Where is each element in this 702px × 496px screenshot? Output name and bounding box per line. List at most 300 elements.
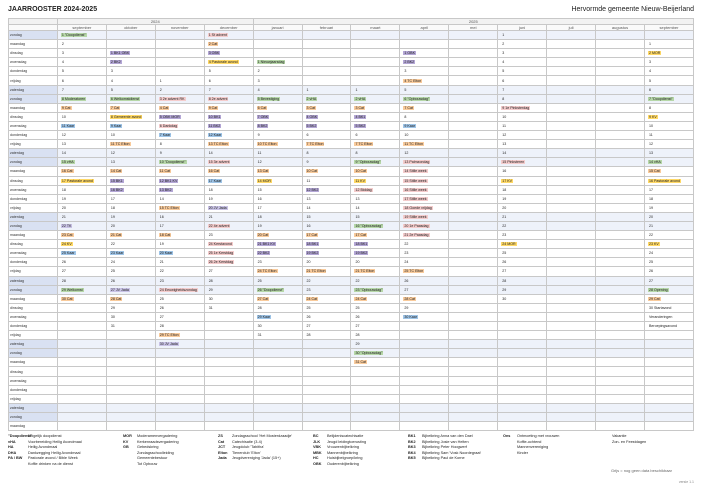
- day-cell[interactable]: [302, 276, 351, 285]
- day-cell[interactable]: [351, 131, 400, 140]
- day-cell[interactable]: [302, 58, 351, 67]
- day-cell[interactable]: [644, 285, 693, 294]
- day-cell[interactable]: [498, 403, 547, 412]
- day-cell[interactable]: [498, 203, 547, 212]
- day-cell[interactable]: [253, 221, 302, 230]
- day-cell[interactable]: [351, 221, 400, 230]
- day-cell[interactable]: [351, 294, 400, 303]
- day-cell[interactable]: [498, 349, 547, 358]
- day-cell[interactable]: [449, 267, 498, 276]
- day-cell[interactable]: [155, 349, 204, 358]
- day-cell[interactable]: [596, 240, 645, 249]
- day-cell[interactable]: [351, 249, 400, 258]
- day-cell[interactable]: [644, 85, 693, 94]
- day-cell[interactable]: [498, 31, 547, 40]
- day-cell[interactable]: [57, 412, 106, 421]
- day-cell[interactable]: [547, 394, 596, 403]
- day-cell[interactable]: [155, 167, 204, 176]
- day-cell[interactable]: [400, 303, 449, 312]
- day-cell[interactable]: [547, 385, 596, 394]
- day-cell[interactable]: [204, 212, 253, 221]
- day-cell[interactable]: [449, 131, 498, 140]
- day-cell[interactable]: [644, 340, 693, 349]
- day-cell[interactable]: [302, 403, 351, 412]
- day-cell[interactable]: [644, 158, 693, 167]
- day-cell[interactable]: [351, 231, 400, 240]
- day-cell[interactable]: [400, 267, 449, 276]
- day-cell[interactable]: [400, 203, 449, 212]
- day-cell[interactable]: [498, 221, 547, 230]
- day-cell[interactable]: [498, 322, 547, 331]
- day-cell[interactable]: [155, 403, 204, 412]
- day-cell[interactable]: [400, 67, 449, 76]
- day-cell[interactable]: [400, 49, 449, 58]
- day-cell[interactable]: [57, 285, 106, 294]
- day-cell[interactable]: [57, 194, 106, 203]
- day-cell[interactable]: [351, 167, 400, 176]
- day-cell[interactable]: [498, 176, 547, 185]
- day-cell[interactable]: [204, 340, 253, 349]
- day-cell[interactable]: [400, 185, 449, 194]
- day-cell[interactable]: [253, 340, 302, 349]
- day-cell[interactable]: [547, 276, 596, 285]
- day-cell[interactable]: [547, 312, 596, 321]
- day-cell[interactable]: [57, 212, 106, 221]
- day-cell[interactable]: [400, 167, 449, 176]
- day-cell[interactable]: [106, 194, 155, 203]
- day-cell[interactable]: [498, 358, 547, 367]
- day-cell[interactable]: [155, 85, 204, 94]
- day-cell[interactable]: [57, 121, 106, 130]
- day-cell[interactable]: [302, 85, 351, 94]
- day-cell[interactable]: [302, 149, 351, 158]
- day-cell[interactable]: [204, 85, 253, 94]
- day-cell[interactable]: [155, 267, 204, 276]
- day-cell[interactable]: [106, 294, 155, 303]
- day-cell[interactable]: [400, 121, 449, 130]
- day-cell[interactable]: [253, 103, 302, 112]
- day-cell[interactable]: [204, 67, 253, 76]
- day-cell[interactable]: [302, 358, 351, 367]
- day-cell[interactable]: [253, 131, 302, 140]
- day-cell[interactable]: [106, 121, 155, 130]
- day-cell[interactable]: [302, 103, 351, 112]
- day-cell[interactable]: [253, 303, 302, 312]
- day-cell[interactable]: [644, 31, 693, 40]
- day-cell[interactable]: [400, 131, 449, 140]
- day-cell[interactable]: [351, 185, 400, 194]
- day-cell[interactable]: [351, 422, 400, 431]
- day-cell[interactable]: [155, 276, 204, 285]
- day-cell[interactable]: [106, 385, 155, 394]
- day-cell[interactable]: [644, 103, 693, 112]
- day-cell[interactable]: [351, 121, 400, 130]
- day-cell[interactable]: [547, 203, 596, 212]
- day-cell[interactable]: [57, 403, 106, 412]
- day-cell[interactable]: [498, 158, 547, 167]
- day-cell[interactable]: [400, 31, 449, 40]
- day-cell[interactable]: [155, 94, 204, 103]
- day-cell[interactable]: [351, 303, 400, 312]
- day-cell[interactable]: [351, 376, 400, 385]
- day-cell[interactable]: [253, 267, 302, 276]
- day-cell[interactable]: [106, 312, 155, 321]
- day-cell[interactable]: [204, 285, 253, 294]
- day-cell[interactable]: [644, 258, 693, 267]
- day-cell[interactable]: [302, 312, 351, 321]
- day-cell[interactable]: [498, 149, 547, 158]
- day-cell[interactable]: [155, 331, 204, 340]
- day-cell[interactable]: [351, 158, 400, 167]
- day-cell[interactable]: [106, 403, 155, 412]
- day-cell[interactable]: [155, 121, 204, 130]
- day-cell[interactable]: [400, 94, 449, 103]
- day-cell[interactable]: [498, 94, 547, 103]
- day-cell[interactable]: [400, 103, 449, 112]
- day-cell[interactable]: [204, 121, 253, 130]
- day-cell[interactable]: [400, 58, 449, 67]
- day-cell[interactable]: [449, 31, 498, 40]
- day-cell[interactable]: [155, 385, 204, 394]
- day-cell[interactable]: [449, 231, 498, 240]
- day-cell[interactable]: [302, 67, 351, 76]
- day-cell[interactable]: [155, 203, 204, 212]
- day-cell[interactable]: [204, 131, 253, 140]
- day-cell[interactable]: [644, 394, 693, 403]
- day-cell[interactable]: [253, 322, 302, 331]
- day-cell[interactable]: [155, 103, 204, 112]
- day-cell[interactable]: [351, 212, 400, 221]
- day-cell[interactable]: [547, 285, 596, 294]
- day-cell[interactable]: [449, 367, 498, 376]
- day-cell[interactable]: [644, 131, 693, 140]
- day-cell[interactable]: [547, 103, 596, 112]
- day-cell[interactable]: [351, 67, 400, 76]
- day-cell[interactable]: [57, 303, 106, 312]
- day-cell[interactable]: [596, 194, 645, 203]
- day-cell[interactable]: [204, 58, 253, 67]
- day-cell[interactable]: [547, 131, 596, 140]
- day-cell[interactable]: [351, 403, 400, 412]
- day-cell[interactable]: [57, 185, 106, 194]
- day-cell[interactable]: [57, 422, 106, 431]
- day-cell[interactable]: [498, 258, 547, 267]
- day-cell[interactable]: [351, 331, 400, 340]
- day-cell[interactable]: [57, 49, 106, 58]
- day-cell[interactable]: [498, 76, 547, 85]
- day-cell[interactable]: [204, 231, 253, 240]
- day-cell[interactable]: [106, 185, 155, 194]
- day-cell[interactable]: [204, 31, 253, 40]
- day-cell[interactable]: [204, 312, 253, 321]
- day-cell[interactable]: [204, 367, 253, 376]
- day-cell[interactable]: [644, 94, 693, 103]
- day-cell[interactable]: [449, 85, 498, 94]
- day-cell[interactable]: [644, 358, 693, 367]
- day-cell[interactable]: [351, 40, 400, 49]
- day-cell[interactable]: [302, 294, 351, 303]
- day-cell[interactable]: [253, 212, 302, 221]
- day-cell[interactable]: [57, 331, 106, 340]
- day-cell[interactable]: [547, 331, 596, 340]
- day-cell[interactable]: [547, 221, 596, 230]
- day-cell[interactable]: [155, 340, 204, 349]
- day-cell[interactable]: [155, 303, 204, 312]
- day-cell[interactable]: [204, 176, 253, 185]
- day-cell[interactable]: [498, 212, 547, 221]
- day-cell[interactable]: [253, 40, 302, 49]
- day-cell[interactable]: [644, 294, 693, 303]
- day-cell[interactable]: [155, 194, 204, 203]
- day-cell[interactable]: [498, 121, 547, 130]
- day-cell[interactable]: [253, 376, 302, 385]
- day-cell[interactable]: [155, 294, 204, 303]
- day-cell[interactable]: [204, 203, 253, 212]
- day-cell[interactable]: [644, 140, 693, 149]
- day-cell[interactable]: [498, 194, 547, 203]
- day-cell[interactable]: [547, 31, 596, 40]
- day-cell[interactable]: [302, 394, 351, 403]
- day-cell[interactable]: [57, 140, 106, 149]
- day-cell[interactable]: [547, 167, 596, 176]
- day-cell[interactable]: [302, 267, 351, 276]
- day-cell[interactable]: [106, 349, 155, 358]
- day-cell[interactable]: [57, 249, 106, 258]
- day-cell[interactable]: [204, 403, 253, 412]
- day-cell[interactable]: [351, 367, 400, 376]
- day-cell[interactable]: [400, 240, 449, 249]
- day-cell[interactable]: [644, 149, 693, 158]
- day-cell[interactable]: [596, 322, 645, 331]
- day-cell[interactable]: [449, 67, 498, 76]
- day-cell[interactable]: [204, 249, 253, 258]
- day-cell[interactable]: [155, 58, 204, 67]
- day-cell[interactable]: [596, 112, 645, 121]
- day-cell[interactable]: [596, 358, 645, 367]
- day-cell[interactable]: [302, 367, 351, 376]
- day-cell[interactable]: [106, 203, 155, 212]
- day-cell[interactable]: [644, 249, 693, 258]
- day-cell[interactable]: [351, 49, 400, 58]
- day-cell[interactable]: [547, 412, 596, 421]
- day-cell[interactable]: [253, 240, 302, 249]
- day-cell[interactable]: [351, 276, 400, 285]
- day-cell[interactable]: [644, 176, 693, 185]
- day-cell[interactable]: [449, 303, 498, 312]
- day-cell[interactable]: [351, 240, 400, 249]
- day-cell[interactable]: [644, 121, 693, 130]
- day-cell[interactable]: [155, 67, 204, 76]
- day-cell[interactable]: [57, 76, 106, 85]
- day-cell[interactable]: [253, 412, 302, 421]
- day-cell[interactable]: [596, 231, 645, 240]
- day-cell[interactable]: [155, 376, 204, 385]
- day-cell[interactable]: [498, 85, 547, 94]
- day-cell[interactable]: [106, 331, 155, 340]
- day-cell[interactable]: [400, 212, 449, 221]
- day-cell[interactable]: [106, 394, 155, 403]
- day-cell[interactable]: [302, 49, 351, 58]
- day-cell[interactable]: [498, 131, 547, 140]
- day-cell[interactable]: [155, 112, 204, 121]
- day-cell[interactable]: [155, 367, 204, 376]
- day-cell[interactable]: [644, 276, 693, 285]
- day-cell[interactable]: [106, 340, 155, 349]
- day-cell[interactable]: [596, 103, 645, 112]
- day-cell[interactable]: [253, 149, 302, 158]
- day-cell[interactable]: [644, 194, 693, 203]
- day-cell[interactable]: [449, 49, 498, 58]
- day-cell[interactable]: [498, 40, 547, 49]
- day-cell[interactable]: [449, 176, 498, 185]
- day-cell[interactable]: [351, 349, 400, 358]
- day-cell[interactable]: [302, 112, 351, 121]
- day-cell[interactable]: [155, 312, 204, 321]
- day-cell[interactable]: [449, 203, 498, 212]
- day-cell[interactable]: [57, 203, 106, 212]
- day-cell[interactable]: [302, 412, 351, 421]
- day-cell[interactable]: [253, 276, 302, 285]
- day-cell[interactable]: [449, 276, 498, 285]
- day-cell[interactable]: [253, 94, 302, 103]
- day-cell[interactable]: [302, 31, 351, 40]
- day-cell[interactable]: [351, 149, 400, 158]
- day-cell[interactable]: [400, 294, 449, 303]
- day-cell[interactable]: [351, 31, 400, 40]
- day-cell[interactable]: [57, 131, 106, 140]
- day-cell[interactable]: [400, 112, 449, 121]
- day-cell[interactable]: [302, 158, 351, 167]
- day-cell[interactable]: [449, 121, 498, 130]
- day-cell[interactable]: [155, 131, 204, 140]
- day-cell[interactable]: [498, 112, 547, 121]
- day-cell[interactable]: [57, 112, 106, 121]
- day-cell[interactable]: [400, 276, 449, 285]
- day-cell[interactable]: [596, 367, 645, 376]
- day-cell[interactable]: [547, 422, 596, 431]
- day-cell[interactable]: [204, 40, 253, 49]
- day-cell[interactable]: [596, 212, 645, 221]
- day-cell[interactable]: [498, 412, 547, 421]
- day-cell[interactable]: [253, 294, 302, 303]
- day-cell[interactable]: [155, 31, 204, 40]
- day-cell[interactable]: [204, 221, 253, 230]
- day-cell[interactable]: [400, 376, 449, 385]
- day-cell[interactable]: [547, 94, 596, 103]
- day-cell[interactable]: [596, 394, 645, 403]
- day-cell[interactable]: [204, 276, 253, 285]
- day-cell[interactable]: [400, 367, 449, 376]
- day-cell[interactable]: [253, 76, 302, 85]
- day-cell[interactable]: [253, 258, 302, 267]
- day-cell[interactable]: [596, 249, 645, 258]
- day-cell[interactable]: [106, 140, 155, 149]
- day-cell[interactable]: [547, 112, 596, 121]
- day-cell[interactable]: [57, 267, 106, 276]
- day-cell[interactable]: [596, 31, 645, 40]
- day-cell[interactable]: [498, 285, 547, 294]
- day-cell[interactable]: [302, 203, 351, 212]
- day-cell[interactable]: [106, 221, 155, 230]
- day-cell[interactable]: [498, 394, 547, 403]
- day-cell[interactable]: [547, 121, 596, 130]
- day-cell[interactable]: [302, 349, 351, 358]
- day-cell[interactable]: [351, 358, 400, 367]
- day-cell[interactable]: [596, 303, 645, 312]
- day-cell[interactable]: [253, 385, 302, 394]
- day-cell[interactable]: [253, 249, 302, 258]
- day-cell[interactable]: [351, 176, 400, 185]
- day-cell[interactable]: [204, 149, 253, 158]
- day-cell[interactable]: [155, 358, 204, 367]
- day-cell[interactable]: [57, 312, 106, 321]
- day-cell[interactable]: [155, 422, 204, 431]
- day-cell[interactable]: [302, 167, 351, 176]
- day-cell[interactable]: [57, 340, 106, 349]
- day-cell[interactable]: [644, 203, 693, 212]
- day-cell[interactable]: [596, 403, 645, 412]
- day-cell[interactable]: [106, 367, 155, 376]
- day-cell[interactable]: [498, 167, 547, 176]
- day-cell[interactable]: [253, 121, 302, 130]
- day-cell[interactable]: [351, 267, 400, 276]
- day-cell[interactable]: [547, 267, 596, 276]
- day-cell[interactable]: [351, 340, 400, 349]
- day-cell[interactable]: [106, 85, 155, 94]
- day-cell[interactable]: [106, 276, 155, 285]
- day-cell[interactable]: [400, 258, 449, 267]
- day-cell[interactable]: [547, 176, 596, 185]
- day-cell[interactable]: [596, 294, 645, 303]
- day-cell[interactable]: [400, 340, 449, 349]
- day-cell[interactable]: [596, 49, 645, 58]
- day-cell[interactable]: [596, 176, 645, 185]
- day-cell[interactable]: [596, 331, 645, 340]
- day-cell[interactable]: [644, 312, 693, 321]
- day-cell[interactable]: [106, 422, 155, 431]
- day-cell[interactable]: [596, 94, 645, 103]
- day-cell[interactable]: [253, 403, 302, 412]
- day-cell[interactable]: [106, 249, 155, 258]
- day-cell[interactable]: [400, 85, 449, 94]
- day-cell[interactable]: [253, 167, 302, 176]
- day-cell[interactable]: [204, 303, 253, 312]
- day-cell[interactable]: [644, 240, 693, 249]
- day-cell[interactable]: [400, 140, 449, 149]
- day-cell[interactable]: [596, 40, 645, 49]
- day-cell[interactable]: [253, 367, 302, 376]
- day-cell[interactable]: [106, 376, 155, 385]
- day-cell[interactable]: [547, 149, 596, 158]
- day-cell[interactable]: [400, 158, 449, 167]
- day-cell[interactable]: [596, 167, 645, 176]
- day-cell[interactable]: [253, 349, 302, 358]
- day-cell[interactable]: [155, 240, 204, 249]
- day-cell[interactable]: [155, 258, 204, 267]
- day-cell[interactable]: [351, 85, 400, 94]
- day-cell[interactable]: [400, 76, 449, 85]
- day-cell[interactable]: [498, 58, 547, 67]
- day-cell[interactable]: [449, 412, 498, 421]
- day-cell[interactable]: [204, 185, 253, 194]
- day-cell[interactable]: [204, 49, 253, 58]
- day-cell[interactable]: [302, 40, 351, 49]
- day-cell[interactable]: [204, 158, 253, 167]
- day-cell[interactable]: [498, 249, 547, 258]
- day-cell[interactable]: [400, 403, 449, 412]
- day-cell[interactable]: [596, 149, 645, 158]
- day-cell[interactable]: [449, 112, 498, 121]
